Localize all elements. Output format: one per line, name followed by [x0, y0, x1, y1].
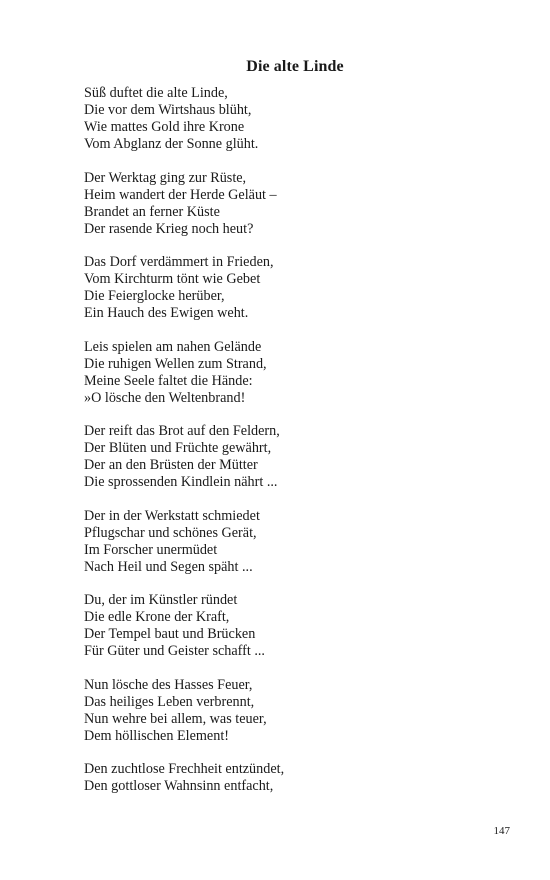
poem-line: Vom Abglanz der Sonne glüht.	[84, 136, 259, 152]
poem-line: Pflugschar und schönes Gerät,	[84, 524, 257, 541]
poem-line: Der an den Brüsten der Mütter	[84, 457, 258, 473]
poem-line: Heim wandert der Herde Geläut –	[84, 186, 277, 203]
poem-line: Der Tempel baut und Brücken	[84, 626, 256, 642]
poem-line: Wie mattes Gold ihre Krone	[84, 119, 245, 135]
stanza	[84, 339, 504, 407]
poem-line: Du, der im Künstler ründet	[84, 592, 238, 608]
poem-line: Das heiliges Leben verbrennt,	[84, 693, 255, 710]
stanza	[84, 254, 504, 322]
poem-line: Die edle Krone der Kraft,	[84, 609, 230, 625]
poem-line: Die Feierglocke herüber,	[84, 288, 225, 304]
stanza	[84, 508, 504, 576]
poem-line: Der rasende Krieg noch heut?	[84, 220, 254, 237]
poem-title: Die alte Linde	[246, 58, 344, 75]
stanza	[84, 592, 504, 660]
poem-line: Süß duftet die alte Linde,	[84, 85, 228, 101]
poem-line: Der reift das Brot auf den Feldern,	[84, 423, 280, 439]
stanza	[84, 423, 504, 491]
poem-line: Ein Hauch des Ewigen weht.	[84, 305, 249, 321]
stanza	[84, 677, 504, 745]
poem-line: Für Güter und Geister schafft ...	[84, 643, 265, 659]
stanza	[84, 761, 504, 795]
poem-line: Den zuchtlose Frechheit entzündet,	[84, 761, 285, 777]
stanza	[84, 170, 504, 238]
poem-line: Vom Kirchturm tönt wie Gebet	[84, 271, 261, 287]
poem-line: Der Blüten und Früchte gewährt,	[84, 440, 272, 456]
poem-line: Leis spielen am nahen Gelände	[84, 338, 262, 355]
poem-line: Brandet an ferner Küste	[84, 203, 220, 220]
poem-line: Der in der Werkstatt schmiedet	[84, 507, 260, 524]
poem-body	[84, 85, 504, 812]
poem-line: Den gottloser Wahnsinn entfacht,	[84, 778, 274, 794]
poem-line: »O lösche den Weltenbrand!	[84, 389, 246, 406]
poem-line: Dem höllischen Element!	[84, 727, 229, 744]
poem-line: Nun wehre bei allem, was teuer,	[84, 710, 267, 727]
poem-line: Die sprossenden Kindlein nährt ...	[84, 474, 278, 490]
page-number: 147	[493, 825, 510, 837]
poem-line: Meine Seele faltet die Hände:	[84, 372, 253, 389]
poem-line: Die ruhigen Wellen zum Strand,	[84, 355, 267, 372]
poem-line: Das Dorf verdämmert in Frieden,	[84, 254, 274, 270]
poem-line: Nach Heil und Segen späht ...	[84, 558, 253, 575]
stanza	[84, 85, 504, 153]
poem-line: Nun lösche des Hasses Feuer,	[84, 676, 253, 693]
poem-line: Die vor dem Wirtshaus blüht,	[84, 102, 252, 118]
poem-line: Im Forscher unermüdet	[84, 541, 218, 558]
poem-line: Der Werktag ging zur Rüste,	[84, 169, 247, 186]
